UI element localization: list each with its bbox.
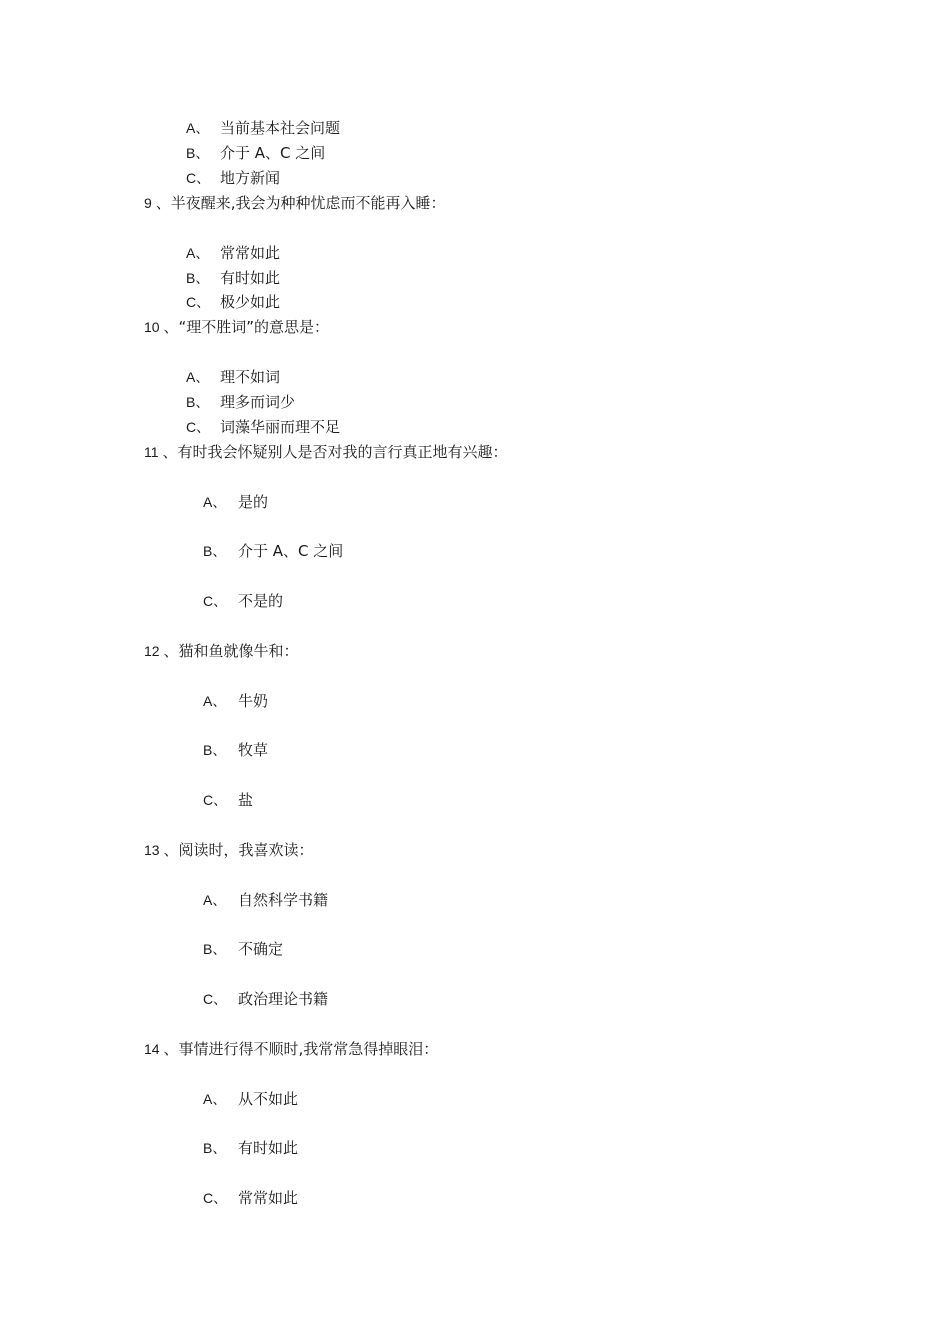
option-letter: B、 [186, 394, 210, 410]
option-letter: C、 [203, 1190, 228, 1206]
option-text: 理多而词少 [220, 393, 296, 411]
option-b [203, 1138, 298, 1158]
question-text: 、有时我会怀疑别人是否对我的言行真正地有兴趣： [162, 443, 508, 461]
option-letter: C、 [186, 294, 211, 310]
option-b [186, 268, 280, 288]
option-letter: C、 [186, 419, 211, 435]
option-letter: A、 [203, 1091, 227, 1107]
option-c [186, 168, 280, 188]
option-a [186, 243, 280, 263]
option-letter: A、 [186, 120, 210, 136]
option-text: 政治理论书籍 [238, 990, 329, 1008]
option-b [203, 541, 343, 561]
option-text: 有时如此 [238, 1139, 299, 1157]
option-letter: B、 [186, 270, 210, 286]
question-10 [144, 317, 329, 337]
option-c [203, 1188, 298, 1208]
question-text: 、半夜醒来,我会为种种忧虑而不能再入睡： [155, 194, 446, 212]
option-text: 牛奶 [238, 692, 269, 710]
option-text: 介于 A、C 之间 [238, 542, 344, 560]
option-b [203, 740, 268, 760]
option-letter: A、 [186, 245, 210, 261]
option-c [203, 790, 253, 810]
option-text: 不确定 [238, 940, 284, 958]
option-letter: C、 [186, 170, 211, 186]
option-text: 理不如词 [220, 368, 281, 386]
option-letter: B、 [186, 145, 210, 161]
option-letter: A、 [186, 369, 210, 385]
question-text: 、“理不胜词”的意思是： [163, 318, 330, 336]
option-text: 当前基本社会问题 [220, 119, 341, 137]
option-c [203, 591, 283, 611]
option-text: 介于 A、C 之间 [220, 144, 326, 162]
option-letter: C、 [203, 792, 228, 808]
option-c [203, 989, 328, 1009]
option-text: 盐 [238, 791, 254, 809]
question-11 [144, 442, 507, 462]
option-letter: B、 [203, 742, 227, 758]
option-text: 极少如此 [220, 293, 281, 311]
option-b [186, 143, 325, 163]
question-number: 9 [144, 195, 156, 211]
option-letter: B、 [203, 941, 227, 957]
question-12 [144, 641, 298, 661]
question-text: 、猫和鱼就像牛和： [163, 642, 299, 660]
question-number: 13 [144, 842, 164, 858]
question-text: 、事情进行得不顺时,我常常急得掉眼泪： [163, 1040, 439, 1058]
question-14 [144, 1039, 438, 1059]
option-letter: A、 [203, 693, 227, 709]
question-text: 、阅读时，我喜欢读： [163, 841, 314, 859]
option-text: 地方新闻 [220, 169, 281, 187]
option-text: 词藻华丽而理不足 [220, 418, 341, 436]
option-c [186, 292, 280, 312]
option-text: 常常如此 [238, 1189, 299, 1207]
question-13 [144, 840, 313, 860]
option-c [186, 417, 340, 437]
option-letter: A、 [203, 892, 227, 908]
option-a [203, 890, 328, 910]
option-text: 有时如此 [220, 269, 281, 287]
question-number: 12 [144, 643, 164, 659]
option-text: 牧草 [238, 741, 269, 759]
option-letter: C、 [203, 991, 228, 1007]
option-a [203, 1089, 298, 1109]
option-b [203, 939, 283, 959]
option-text: 常常如此 [220, 244, 281, 262]
question-number: 11 [144, 444, 163, 460]
question-number: 14 [144, 1041, 164, 1057]
option-letter: C、 [203, 593, 228, 609]
option-a [186, 118, 340, 138]
option-letter: B、 [203, 543, 227, 559]
option-text: 从不如此 [238, 1090, 299, 1108]
option-b [186, 392, 295, 412]
option-text: 自然科学书籍 [238, 891, 329, 909]
option-a [186, 367, 280, 387]
option-letter: B、 [203, 1140, 227, 1156]
option-letter: A、 [203, 494, 227, 510]
question-number: 10 [144, 319, 164, 335]
question-9 [144, 193, 445, 213]
option-a [203, 691, 268, 711]
option-text: 不是的 [238, 592, 284, 610]
option-text: 是的 [238, 493, 269, 511]
option-a [203, 492, 268, 512]
